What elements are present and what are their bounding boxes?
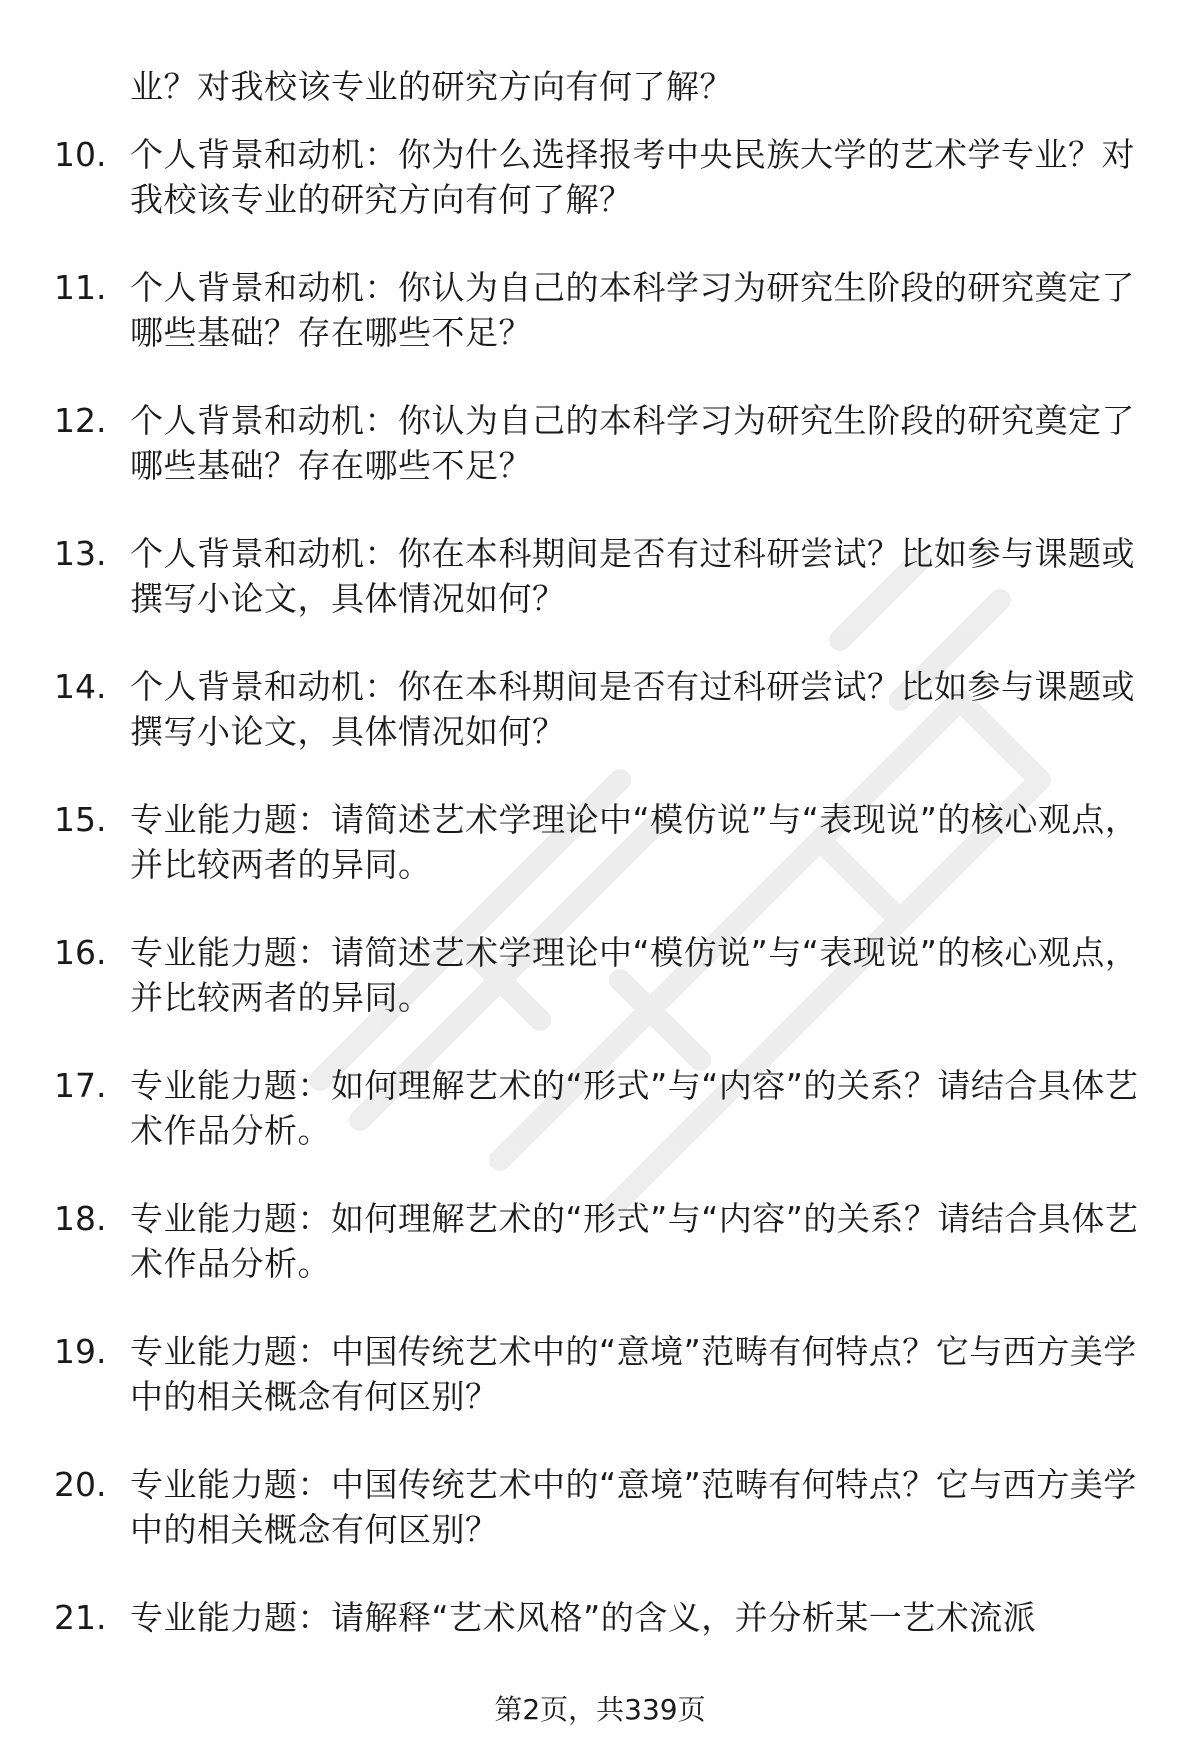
- question-text: 专业能力题：请解释“艺术风格”的含义，并分析某一艺术流派: [130, 1598, 1037, 1637]
- list-item: [0, 664, 1200, 797]
- question-number: 18.: [54, 1199, 107, 1238]
- list-item-continuation: [0, 64, 1200, 132]
- list-item: [0, 132, 1200, 265]
- question-continuation-text: 业？对我校该专业的研究方向有何了解？: [130, 67, 733, 106]
- list-item: [0, 1329, 1200, 1462]
- list-item: [0, 1462, 1200, 1595]
- question-number: 20.: [54, 1465, 107, 1504]
- page-footer: 第2页，共339页: [494, 1693, 706, 1726]
- question-number: 15.: [54, 800, 107, 839]
- list-item: [0, 531, 1200, 664]
- question-text: 个人背景和动机：你认为自己的本科学习为研究生阶段的研究奠定了哪些基础？存在哪些不足？: [130, 401, 1135, 485]
- question-text: 个人背景和动机：你在本科期间是否有过科研尝试？比如参与课题或撰写小论文，具体情况如何？: [130, 534, 1135, 618]
- question-text: 个人背景和动机：你认为自己的本科学习为研究生阶段的研究奠定了哪些基础？存在哪些不足？: [130, 268, 1135, 352]
- list-item: [0, 265, 1200, 398]
- question-number: 21.: [54, 1598, 107, 1637]
- question-number: 16.: [54, 933, 107, 972]
- question-text: 专业能力题：中国传统艺术中的“意境”范畴有何特点？它与西方美学中的相关概念有何区别？: [130, 1332, 1137, 1416]
- question-text: 专业能力题：请简述艺术学理论中“模仿说”与“表现说”的核心观点，并比较两者的异同。: [130, 800, 1139, 884]
- list-item: [0, 930, 1200, 1063]
- question-number: 12.: [54, 401, 107, 440]
- question-text: 专业能力题：如何理解艺术的“形式”与“内容”的关系？请结合具体艺术作品分析。: [130, 1066, 1139, 1150]
- question-text: 专业能力题：如何理解艺术的“形式”与“内容”的关系？请结合具体艺术作品分析。: [130, 1199, 1139, 1283]
- list-item: [0, 1196, 1200, 1329]
- question-number: 11.: [54, 268, 107, 307]
- question-number: 10.: [54, 135, 107, 174]
- question-number: 14.: [54, 667, 107, 706]
- question-number: 13.: [54, 534, 107, 573]
- list-item: [0, 1063, 1200, 1196]
- list-item: [0, 797, 1200, 930]
- question-text: 专业能力题：请简述艺术学理论中“模仿说”与“表现说”的核心观点，并比较两者的异同。: [130, 933, 1139, 1017]
- question-number: 19.: [54, 1332, 107, 1371]
- question-text: 个人背景和动机：你在本科期间是否有过科研尝试？比如参与课题或撰写小论文，具体情况如何？: [130, 667, 1135, 751]
- question-number: 17.: [54, 1066, 107, 1105]
- question-list: [0, 64, 1200, 1728]
- question-text: 专业能力题：中国传统艺术中的“意境”范畴有何特点？它与西方美学中的相关概念有何区别？: [130, 1465, 1137, 1549]
- question-text: 个人背景和动机：你为什么选择报考中央民族大学的艺术学专业？对我校该专业的研究方向有何了解？: [130, 135, 1135, 219]
- list-item: [0, 398, 1200, 531]
